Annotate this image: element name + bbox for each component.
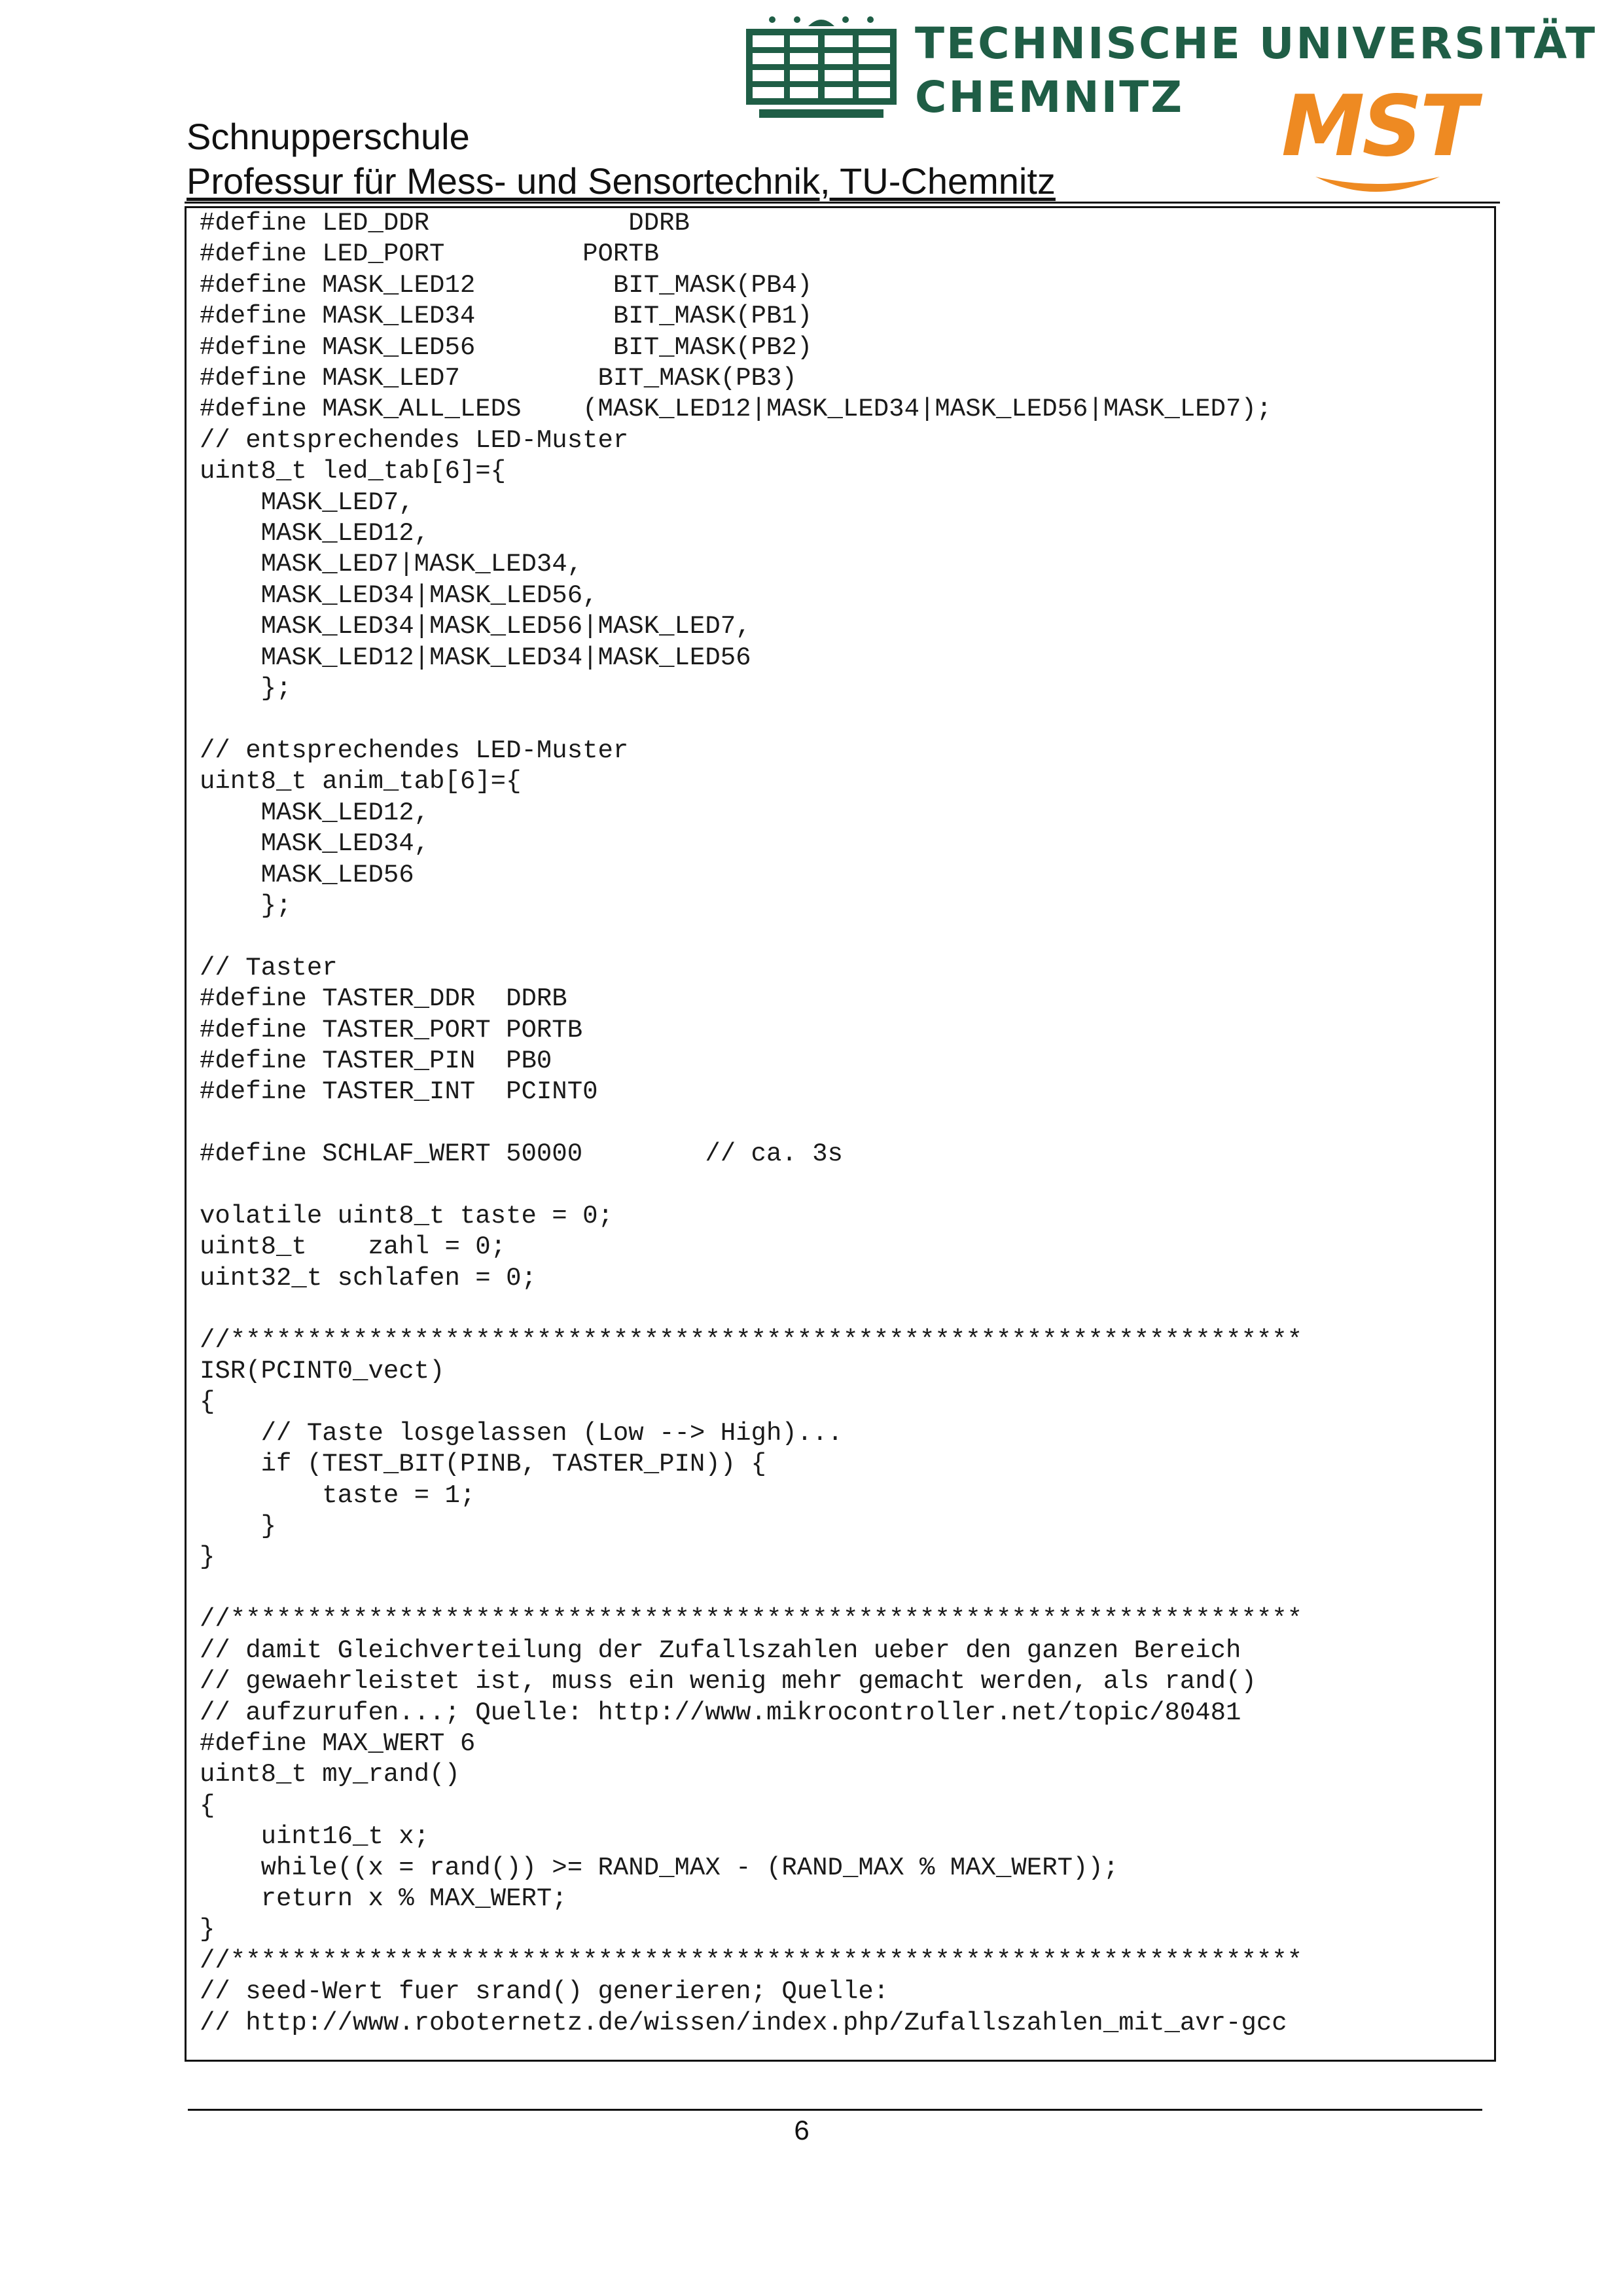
code-line: // aufzurufen...; Quelle: http://www.mikrocontroller.net/topic/80481 (200, 1698, 1241, 1727)
code-line: MASK_LED7|MASK_LED34, (200, 550, 583, 579)
professorship-title: Professur für Mess- und Sensortechnik, TU-Chemnitz (187, 160, 1056, 202)
university-name-line2: CHEMNITZ (915, 72, 1185, 122)
code-line: if (TEST_BIT(PINB, TASTER_PIN)) { (200, 1450, 766, 1479)
code-line: volatile uint8_t taste = 0; (200, 1202, 613, 1230)
code-line: MASK_LED34|MASK_LED56|MASK_LED7, (200, 612, 751, 641)
code-line: } (200, 1543, 215, 1572)
code-line (200, 1573, 1302, 1604)
code-line: uint8_t anim_tab[6]={ (200, 767, 522, 797)
code-line: while((x = rand()) >= RAND_MAX - (RAND_MAX % MAX_WERT)); (200, 1853, 1119, 1882)
mst-logo-text: MST (1281, 78, 1474, 175)
code-line: taste = 1; (200, 1480, 476, 1510)
code-listing (200, 208, 1302, 2039)
code-line (200, 1170, 1302, 1201)
code-line: { (200, 1388, 215, 1417)
university-name-line1: TECHNISCHE UNIVERSITÄT (915, 18, 1597, 69)
code-line: #define MAX_WERT 6 (200, 1729, 476, 1758)
code-line: { (200, 1791, 215, 1820)
code-line: MASK_LED56 (200, 860, 414, 889)
code-line: #define TASTER_PORT PORTB (200, 1015, 583, 1045)
code-line: // entsprechendes LED-Muster (200, 425, 629, 455)
code-line: #define MASK_LED12 BIT_MASK(PB4) (200, 270, 813, 300)
code-line: // Taste losgelassen (Low --> High)... (200, 1418, 843, 1448)
code-line: MASK_LED34|MASK_LED56, (200, 581, 598, 610)
code-line: MASK_LED12, (200, 519, 430, 548)
code-line: } (200, 1512, 277, 1541)
code-line: // seed-Wert fuer srand() generieren; Quelle: (200, 1977, 889, 2007)
code-line: #define TASTER_DDR DDRB (200, 984, 567, 1014)
code-line: #define MASK_LED34 BIT_MASK(PB1) (200, 302, 813, 331)
course-title: Schnupperschule (187, 116, 470, 157)
code-line: // http://www.roboternetz.de/wissen/index.php/Zufallszahlen_mit_avr-gcc (200, 2008, 1287, 2037)
code-line: //********************************************************************** (200, 1946, 1303, 1975)
page-header (187, 115, 1056, 204)
code-line: #define LED_PORT PORTB (200, 240, 660, 269)
code-line: uint32_t schlafen = 0; (200, 1263, 537, 1293)
code-line: } (200, 1915, 215, 1945)
header-divider (185, 202, 1500, 204)
code-line (200, 1294, 1302, 1325)
code-line: uint8_t led_tab[6]={ (200, 457, 507, 486)
code-line: return x % MAX_WERT; (200, 1884, 567, 1913)
footer-divider (188, 2109, 1482, 2111)
code-line: #define LED_DDR DDRB (200, 209, 690, 238)
code-line: //********************************************************************** (200, 1605, 1303, 1634)
code-line: MASK_LED12|MASK_LED34|MASK_LED56 (200, 643, 751, 672)
code-line: uint16_t x; (200, 1822, 430, 1852)
code-line: #define MASK_LED7 BIT_MASK(PB3) (200, 364, 797, 393)
code-line: // entsprechendes LED-Muster (200, 736, 629, 765)
code-line: uint8_t zahl = 0; (200, 1232, 507, 1262)
code-line: }; (200, 674, 292, 704)
code-line: }; (200, 891, 292, 920)
code-line (200, 1108, 1302, 1139)
code-line: uint8_t my_rand() (200, 1760, 460, 1789)
code-line: #define TASTER_PIN PB0 (200, 1046, 552, 1075)
code-line: #define MASK_ALL_LEDS (MASK_LED12|MASK_LED34|MASK_LED56|MASK_LED7); (200, 395, 1272, 424)
code-line (200, 705, 1302, 736)
code-line: MASK_LED12, (200, 798, 430, 827)
tu-chemnitz-logo-icon (746, 14, 897, 119)
code-line: // damit Gleichverteilung der Zufallszahlen ueber den ganzen Bereich (200, 1636, 1241, 1665)
page-number: 6 (794, 2115, 810, 2145)
code-line: #define MASK_LED56 BIT_MASK(PB2) (200, 332, 813, 362)
code-line: MASK_LED34, (200, 829, 430, 859)
code-line: #define TASTER_INT PCINT0 (200, 1077, 598, 1107)
code-line: #define SCHLAF_WERT 50000 // ca. 3s (200, 1139, 843, 1169)
code-line: //********************************************************************** (200, 1325, 1303, 1355)
code-line (200, 922, 1302, 952)
code-line: // gewaehrleistet ist, muss ein wenig mehr gemacht werden, als rand() (200, 1667, 1257, 1696)
code-line: MASK_LED7, (200, 488, 414, 517)
code-line: ISR(PCINT0_vect) (200, 1357, 445, 1386)
code-line: // Taster (200, 953, 338, 982)
